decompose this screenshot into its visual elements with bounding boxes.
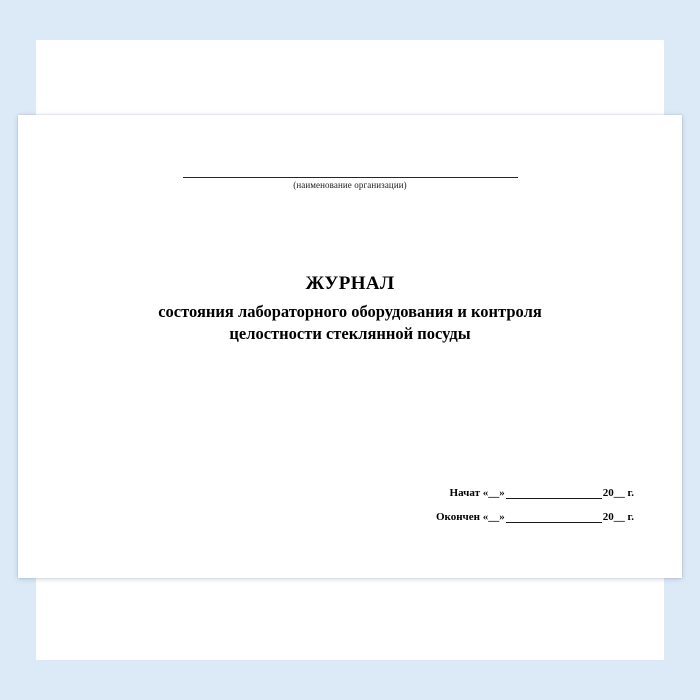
background-band-bottom: [0, 660, 700, 700]
page-title: ЖУРНАЛ: [305, 273, 395, 294]
journal-dates-block: [436, 487, 634, 523]
finished-date-year: 20__ г.: [602, 511, 634, 523]
organization-name-field[interactable]: [18, 177, 682, 190]
finished-date-row[interactable]: [436, 511, 634, 523]
journal-cover-sheet: [18, 115, 682, 578]
page-subtitle-line-1: состояния лабораторного оборудования и контроля: [158, 302, 542, 321]
page-subtitle: [18, 301, 682, 346]
cover-title-block: [18, 273, 682, 346]
started-date-label: Начат «__»: [449, 487, 505, 499]
page-subtitle-line-2: целостности стеклянной посуды: [229, 324, 471, 344]
background-band-top: [0, 0, 700, 40]
finished-date-label: Окончен «__»: [435, 511, 505, 523]
organization-name-rule: [183, 177, 518, 178]
started-date-fill-line[interactable]: [506, 487, 602, 499]
started-date-row[interactable]: [436, 487, 634, 499]
started-date-year: 20__ г.: [602, 487, 634, 499]
organization-name-caption: (наименование организации): [293, 180, 407, 190]
finished-date-fill-line[interactable]: [506, 511, 602, 523]
